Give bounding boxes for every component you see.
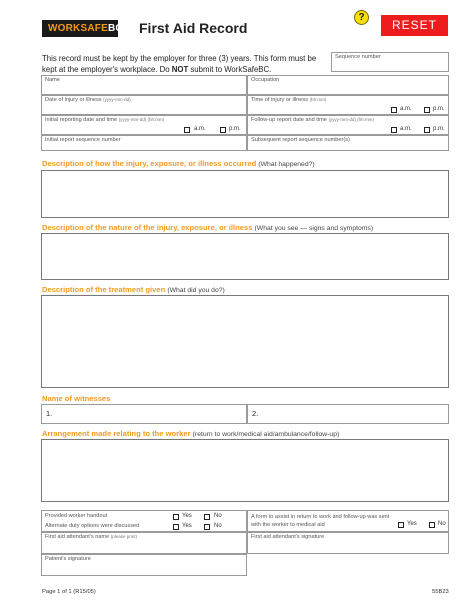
initial-report-pm-checkbox[interactable] [220,127,226,133]
nature-textarea[interactable] [41,233,449,280]
patient-signature-field[interactable] [41,554,247,576]
page-title: First Aid Record [139,20,248,36]
logo-bc-text: BC [107,23,123,34]
occupation-label: Occupation [251,77,280,83]
witness-1-field[interactable] [41,404,247,424]
arrangement-sub: (return to work/medical aid/ambulance/follow-up) [192,431,340,438]
attendant-name-label [45,534,137,540]
reset-button[interactable]: RESET [381,15,448,36]
patient-signature-label: Patient's signature [45,556,91,562]
initial-report-seq-label: Initial report sequence number [45,137,121,143]
form-assist-box [247,510,449,532]
date-of-injury-text: Date of injury or illness [45,97,102,103]
description-sub: (What happened?) [258,161,315,168]
followup-report-pm-checkbox[interactable] [424,127,430,133]
initial-report-datetime-hint: (yyyy-mm-dd) (hh:mm) [118,117,165,122]
initial-report-datetime-text: Initial reporting date and time [45,117,118,123]
followup-report-datetime-hint: (yyyy-mm-dd) (hh:mm) [328,117,374,122]
handout-yes-checkbox[interactable] [173,514,179,520]
witness-2-label: 2. [252,409,259,418]
help-icon[interactable]: ? [354,10,369,25]
logo-safe-text: SAFE [80,23,108,34]
handout-no-checkbox[interactable] [204,514,210,520]
sequence-number-label: Sequence number [335,54,381,60]
description-textarea[interactable] [41,170,449,218]
time-of-injury-label [251,97,326,103]
treatment-textarea[interactable] [41,295,449,388]
date-of-injury-label [45,97,131,103]
form-assist-yes-checkbox[interactable] [398,522,404,528]
form-assist-no-label: No [438,521,446,527]
alt-duty-no-checkbox[interactable] [204,524,210,530]
attendant-signature-field[interactable] [247,532,449,554]
handout-label: Provided worker handout [45,513,108,519]
subsequent-report-seq-field[interactable] [247,135,449,151]
initial-report-seq-field[interactable] [41,135,247,151]
initial-report-datetime-label [45,117,164,123]
time-of-injury-field[interactable] [247,95,449,115]
time-of-injury-am-label: a.m. [400,106,412,112]
attendant-name-hint: (please print) [110,534,138,539]
followup-report-pm-label: p.m. [433,126,445,132]
followup-report-datetime-text: Follow-up report date and time [251,117,327,123]
treatment-sub: (What did you do?) [167,287,225,294]
occupation-field[interactable] [247,75,449,95]
nature-title: Description of the nature of the injury, exposure, or illness [42,223,253,232]
description-heading [42,159,315,168]
worksafebc-logo [42,20,123,37]
arrangement-title: Arrangement made relating to the worker [42,429,191,438]
intro-text-part-2: submit to WorkSafeBC. [188,65,272,74]
attendant-signature-label: First aid attendant's signature [251,534,325,540]
witnesses-heading: Name of witnesses [42,394,111,403]
attendant-name-field[interactable] [41,532,247,554]
description-title: Description of how the injury, exposure, or illness occurred [42,159,257,168]
nature-heading [42,223,373,232]
intro-text [42,53,328,75]
treatment-heading [42,285,225,294]
attendant-name-text: First aid attendant's name [45,534,110,540]
form-number: 55B23 [432,589,449,595]
time-of-injury-am-checkbox[interactable] [391,107,397,113]
alt-duty-no-label: No [214,523,222,529]
date-of-injury-field[interactable] [41,95,247,115]
arrangement-heading [42,429,339,438]
intro-text-bold: NOT [171,65,189,74]
initial-report-am-label: a.m. [194,126,206,132]
followup-report-datetime-field[interactable] [247,115,449,135]
arrangement-textarea[interactable] [41,439,449,502]
alt-duty-yes-label: Yes [182,523,192,529]
date-of-injury-hint: (yyyy-mm-dd) [103,97,131,102]
name-field[interactable] [41,75,247,95]
witness-1-label: 1. [46,409,53,418]
sequence-number-field[interactable] [331,52,449,72]
intro-text-part: This record must be kept by the employer for three (3) years. This form must be kept at the employer's workplace. Do [42,54,317,74]
name-label: Name [45,77,60,83]
form-assist-label: A form to assist in return to work and follow-up was sent with the worker to medical aid [251,514,390,528]
form-assist-no-checkbox[interactable] [429,522,435,528]
time-of-injury-pm-label: p.m. [433,106,445,112]
page-number: Page 1 of 1 (R15/05) [42,589,96,595]
followup-report-am-checkbox[interactable] [391,127,397,133]
logo-work-text: WORK [48,23,81,34]
form-assist-yes-label: Yes [407,521,417,527]
handout-yes-label: Yes [182,513,192,519]
subsequent-report-seq-label: Subsequent report sequence number(s) [251,137,350,143]
followup-report-datetime-label [251,117,374,123]
alt-duty-yes-checkbox[interactable] [173,524,179,530]
time-of-injury-pm-checkbox[interactable] [424,107,430,113]
time-of-injury-text: Time of injury or illness [251,97,308,103]
nature-sub: (What you see — signs and symptoms) [254,225,374,232]
time-of-injury-hint: (hh:mm) [309,97,327,102]
treatment-title: Description of the treatment given [42,285,166,294]
handout-options-box [41,510,247,532]
alt-duty-label: Alternate duty options were discussed [45,523,140,529]
witness-2-field[interactable] [247,404,449,424]
initial-report-am-checkbox[interactable] [184,127,190,133]
handout-no-label: No [214,513,222,519]
initial-report-datetime-field[interactable] [41,115,247,135]
initial-report-pm-label: p.m. [229,126,241,132]
followup-report-am-label: a.m. [400,126,412,132]
